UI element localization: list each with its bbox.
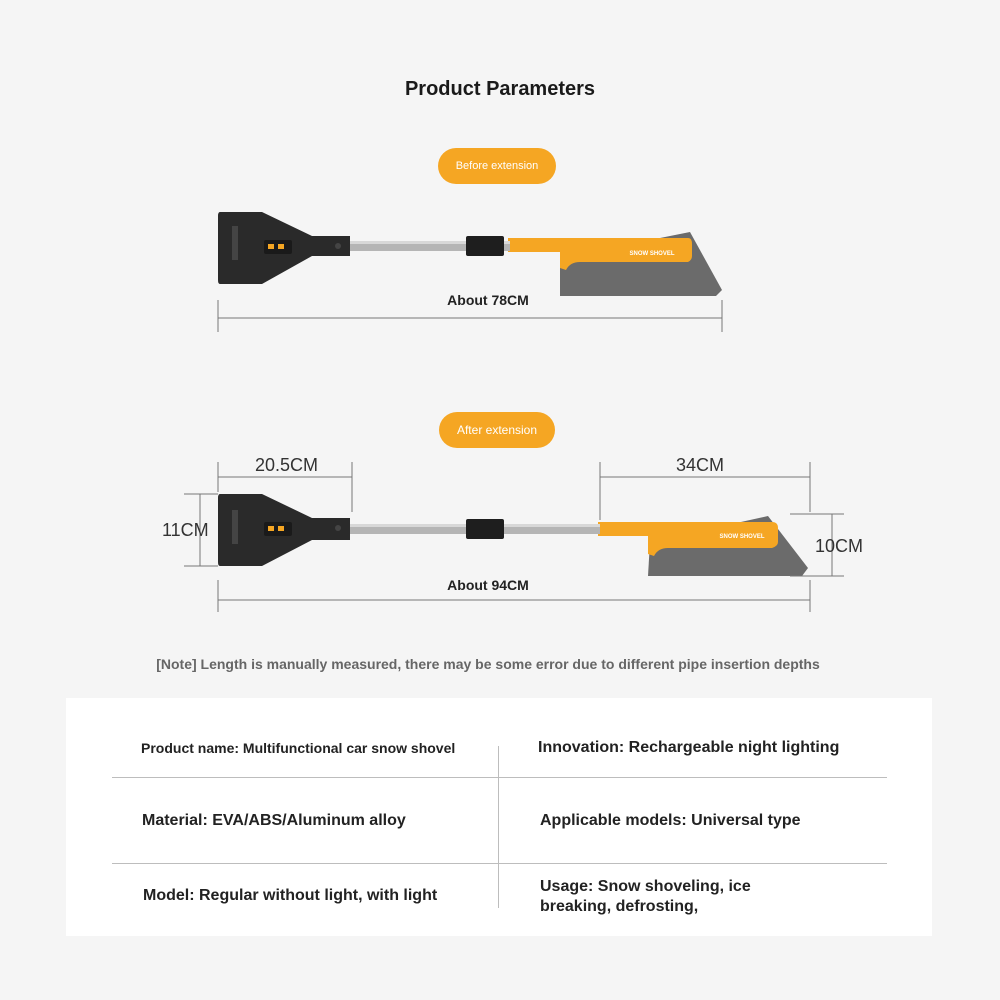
scraper-width-label: 11CM: [162, 520, 209, 540]
measurement-note: [Note] Length is manually measured, there may be some error due to different pipe insertion depths: [156, 656, 820, 672]
brand-text: SNOW SHOVEL: [719, 534, 765, 540]
after-total-length: About 94CM: [447, 577, 529, 593]
specs-panel: [66, 698, 932, 936]
light-indicator: [268, 244, 274, 249]
brand-text: SNOW SHOVEL: [629, 251, 675, 257]
spec-applicable-models: Applicable models: Universal type: [540, 812, 801, 829]
brush-width-label: 10CM: [815, 536, 864, 556]
page-title: Product Parameters: [404, 78, 596, 100]
spec-material: Material: EVA/ABS/Aluminum alloy: [142, 812, 406, 829]
pole-joint: [466, 236, 504, 256]
spec-column-divider: [498, 746, 499, 908]
pole-joint: [466, 519, 504, 539]
spec-usage-line2: breaking, defrosting,: [540, 898, 699, 915]
spec-usage-line1: Usage: Snow shoveling, ice: [540, 878, 751, 895]
brush-length-label: 34CM: [676, 455, 725, 475]
spec-divider: [112, 863, 887, 864]
scraper-length-label: 20.5CM: [255, 455, 319, 475]
spec-usage: [540, 877, 751, 917]
spec-divider: [112, 777, 887, 778]
light-indicator: [268, 526, 274, 531]
before-total-length: About 78CM: [447, 292, 529, 308]
before-extension-badge: Before extension: [438, 148, 556, 184]
shovel-before: [218, 212, 722, 296]
shovel-after: [218, 494, 808, 576]
spec-product-name: Product name: Multifunctional car snow shovel: [141, 740, 456, 756]
after-extension-badge: After extension: [439, 412, 555, 448]
spec-innovation: Innovation: Rechargeable night lighting: [538, 739, 840, 756]
spec-model: Model: Regular without light, with light: [143, 887, 438, 904]
